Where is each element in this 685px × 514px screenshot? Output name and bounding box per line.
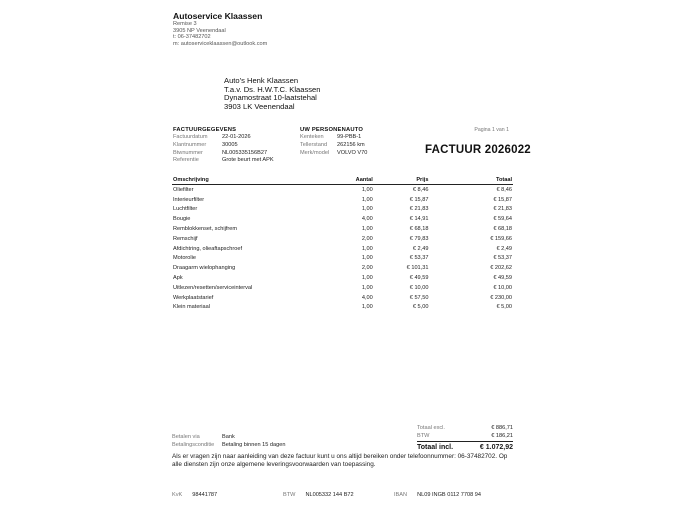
- cell-total: € 59,64: [493, 216, 512, 223]
- company-email: m: autoserviceklaassen@outlook.com: [173, 40, 268, 47]
- cell-quantity: 4,00: [361, 216, 373, 223]
- vehicle-details: [300, 127, 367, 157]
- cell-description: Luchtfilter: [173, 206, 198, 213]
- payment-info: [172, 434, 285, 450]
- invoice-title: FACTUUR 2026022: [425, 144, 531, 156]
- make-model-value: VOLVO V70: [337, 149, 368, 156]
- cell-quantity: 1,00: [361, 206, 373, 213]
- page-number: Pagina 1 van 1: [474, 127, 509, 133]
- payment-method-label: Betalen via: [172, 434, 200, 440]
- table-row: [172, 244, 513, 254]
- cell-price: € 15,87: [409, 196, 429, 203]
- cell-total: € 68,18: [493, 226, 512, 233]
- cell-total: € 2,49: [496, 245, 512, 252]
- company-address-line2: 3905 NP Veenendaal: [173, 27, 226, 34]
- footer-btw-value: NL005332 144 B72: [305, 492, 354, 498]
- header-quantity: Aantal: [321, 176, 374, 185]
- table-row: [172, 195, 513, 205]
- vat-number-label: Btwnummer: [173, 149, 203, 156]
- footer-btw-label: BTW: [283, 492, 296, 498]
- reference-value: Grote beurt met APK: [222, 157, 274, 164]
- cell-total: € 10,00: [493, 284, 512, 291]
- header-price: Prijs: [374, 176, 430, 185]
- kvk-label: KvK: [172, 492, 183, 498]
- cell-quantity: 2,00: [361, 235, 373, 242]
- reference-label: Referentie: [173, 157, 199, 164]
- mileage-value: 262156 km: [337, 141, 365, 148]
- recipient-line2: T.a.v. Ds. H.W.T.C. Klaassen: [224, 84, 321, 94]
- cell-price: € 53,37: [409, 255, 429, 262]
- cell-price: € 5,00: [412, 304, 429, 311]
- vehicle-details-heading: UW PERSONENAUTO: [300, 127, 364, 133]
- cell-total: € 159,66: [490, 235, 512, 242]
- line-items-body: [172, 185, 513, 313]
- cell-description: Draagarm wielophanging: [173, 265, 236, 272]
- cell-total: € 5,00: [496, 304, 512, 311]
- grand-total-value: € 1.072,92: [479, 444, 513, 451]
- recipient-line1: Auto's Henk Klaassen: [224, 76, 299, 85]
- vat-value: € 186,21: [491, 433, 513, 439]
- cell-price: € 14,91: [409, 216, 429, 223]
- table-row: [172, 234, 513, 244]
- cell-total: € 53,37: [493, 255, 512, 262]
- table-header-row: [172, 176, 513, 185]
- kvk-value: 98441787: [192, 492, 218, 498]
- subtotal-value: € 886,71: [491, 425, 513, 431]
- license-plate-value: 99-PBB-1: [337, 134, 362, 140]
- cell-description: Remblokkenset, schijfrem: [173, 226, 238, 233]
- cell-price: € 79,83: [409, 235, 429, 242]
- cell-quantity: 1,00: [361, 255, 373, 262]
- line-items-table: [172, 176, 513, 312]
- table-row: [172, 263, 513, 273]
- cell-price: € 10,00: [409, 284, 429, 291]
- cell-quantity: 4,00: [361, 294, 373, 301]
- cell-quantity: 2,00: [361, 265, 373, 272]
- payment-method-value: Bank: [222, 434, 235, 440]
- recipient-line3: Dynamostraat 10-laatstehal: [224, 93, 317, 103]
- cell-description: Uitlezen/resetten/serviceinterval: [173, 284, 253, 291]
- vat-number-value: NL005335156B27: [222, 149, 268, 156]
- cell-description: Werkplaatstarief: [173, 294, 214, 301]
- table-row: [172, 283, 513, 293]
- company-name: Autoservice Klaassen: [173, 11, 263, 21]
- cell-price: € 21,83: [409, 206, 429, 213]
- table-row: [172, 303, 513, 313]
- header-description: Omschrijving: [172, 176, 321, 185]
- cell-price: € 8,46: [412, 186, 429, 193]
- table-row: [172, 205, 513, 215]
- vat-label: BTW: [417, 433, 430, 439]
- table-row: [172, 214, 513, 224]
- invoice-date-label: Factuurdatum: [173, 134, 208, 140]
- company-phone: t: 06-37482702: [173, 34, 211, 41]
- table-row: [172, 254, 513, 264]
- payment-condition-value: Betaling binnen 15 dagen: [222, 441, 286, 448]
- table-row: [172, 293, 513, 303]
- cell-price: € 101,31: [406, 265, 429, 272]
- cell-quantity: 1,00: [361, 284, 373, 291]
- table-row: [172, 273, 513, 283]
- cell-total: € 8,46: [496, 186, 512, 193]
- subtotal-label: Totaal excl.: [417, 425, 445, 431]
- cell-description: Oliefilter: [173, 186, 194, 193]
- company-contact: [173, 21, 267, 47]
- cell-description: Motorolie: [173, 255, 197, 262]
- cell-total: € 202,62: [490, 265, 512, 272]
- cell-quantity: 1,00: [361, 275, 373, 282]
- cell-total: € 230,00: [490, 294, 512, 301]
- cell-description: Klein materiaal: [173, 304, 210, 311]
- payment-condition-label: Betalingsconditie: [172, 441, 215, 448]
- cell-total: € 49,59: [493, 275, 512, 282]
- invoice-details-heading: FACTUURGEGEVENS: [173, 127, 237, 133]
- contact-note: Als er vragen zijn naar aanleiding van deze factuur kunt u ons altijd bereiken onder telefoonnummer: 06-37482702. Op alle diensten zijn onze algemene leveringsvoorwaarden van toepassing.: [172, 453, 508, 468]
- recipient-address: [224, 77, 321, 111]
- cell-total: € 15,87: [493, 196, 512, 203]
- cell-description: Apk: [173, 275, 183, 282]
- cell-price: € 2,49: [412, 245, 429, 252]
- cell-quantity: 1,00: [361, 186, 373, 193]
- table-row: [172, 224, 513, 234]
- company-address-line1: Remise 3: [173, 21, 197, 27]
- cell-price: € 68,18: [409, 226, 429, 233]
- cell-description: Interieurfilter: [173, 196, 205, 203]
- table-row: [172, 185, 513, 195]
- cell-description: Remschijf: [173, 235, 198, 242]
- cell-description: Bougie: [173, 216, 191, 223]
- cell-quantity: 1,00: [361, 245, 373, 252]
- customer-number-value: 30005: [222, 141, 238, 148]
- invoice-details: [173, 127, 274, 165]
- cell-price: € 49,59: [409, 275, 429, 282]
- make-model-label: Merk/model: [300, 149, 330, 156]
- footer-iban: [394, 492, 481, 498]
- header-total: Totaal: [429, 176, 513, 185]
- mileage-label: Tellerstand: [300, 141, 328, 148]
- cell-total: € 21,83: [493, 206, 512, 213]
- iban-label: IBAN: [394, 492, 408, 498]
- invoice-date-value: 22-01-2026: [222, 134, 251, 140]
- totals-block: [417, 424, 513, 452]
- footer-kvk: [172, 492, 217, 498]
- iban-value: NL09 INGB 0112 7708 94: [417, 492, 482, 498]
- cell-quantity: 1,00: [361, 196, 373, 203]
- cell-quantity: 1,00: [361, 304, 373, 311]
- grand-total-label: Totaal incl.: [417, 444, 454, 451]
- cell-price: € 57,50: [409, 294, 429, 301]
- cell-quantity: 1,00: [361, 226, 373, 233]
- license-plate-label: Kenteken: [300, 134, 324, 140]
- recipient-line4: 3903 LK Veenendaal: [224, 101, 295, 111]
- cell-description: Afdichtring, olieaftapschroef: [173, 245, 243, 252]
- footer-btw: [283, 492, 354, 498]
- customer-number-label: Klantnummer: [173, 141, 207, 148]
